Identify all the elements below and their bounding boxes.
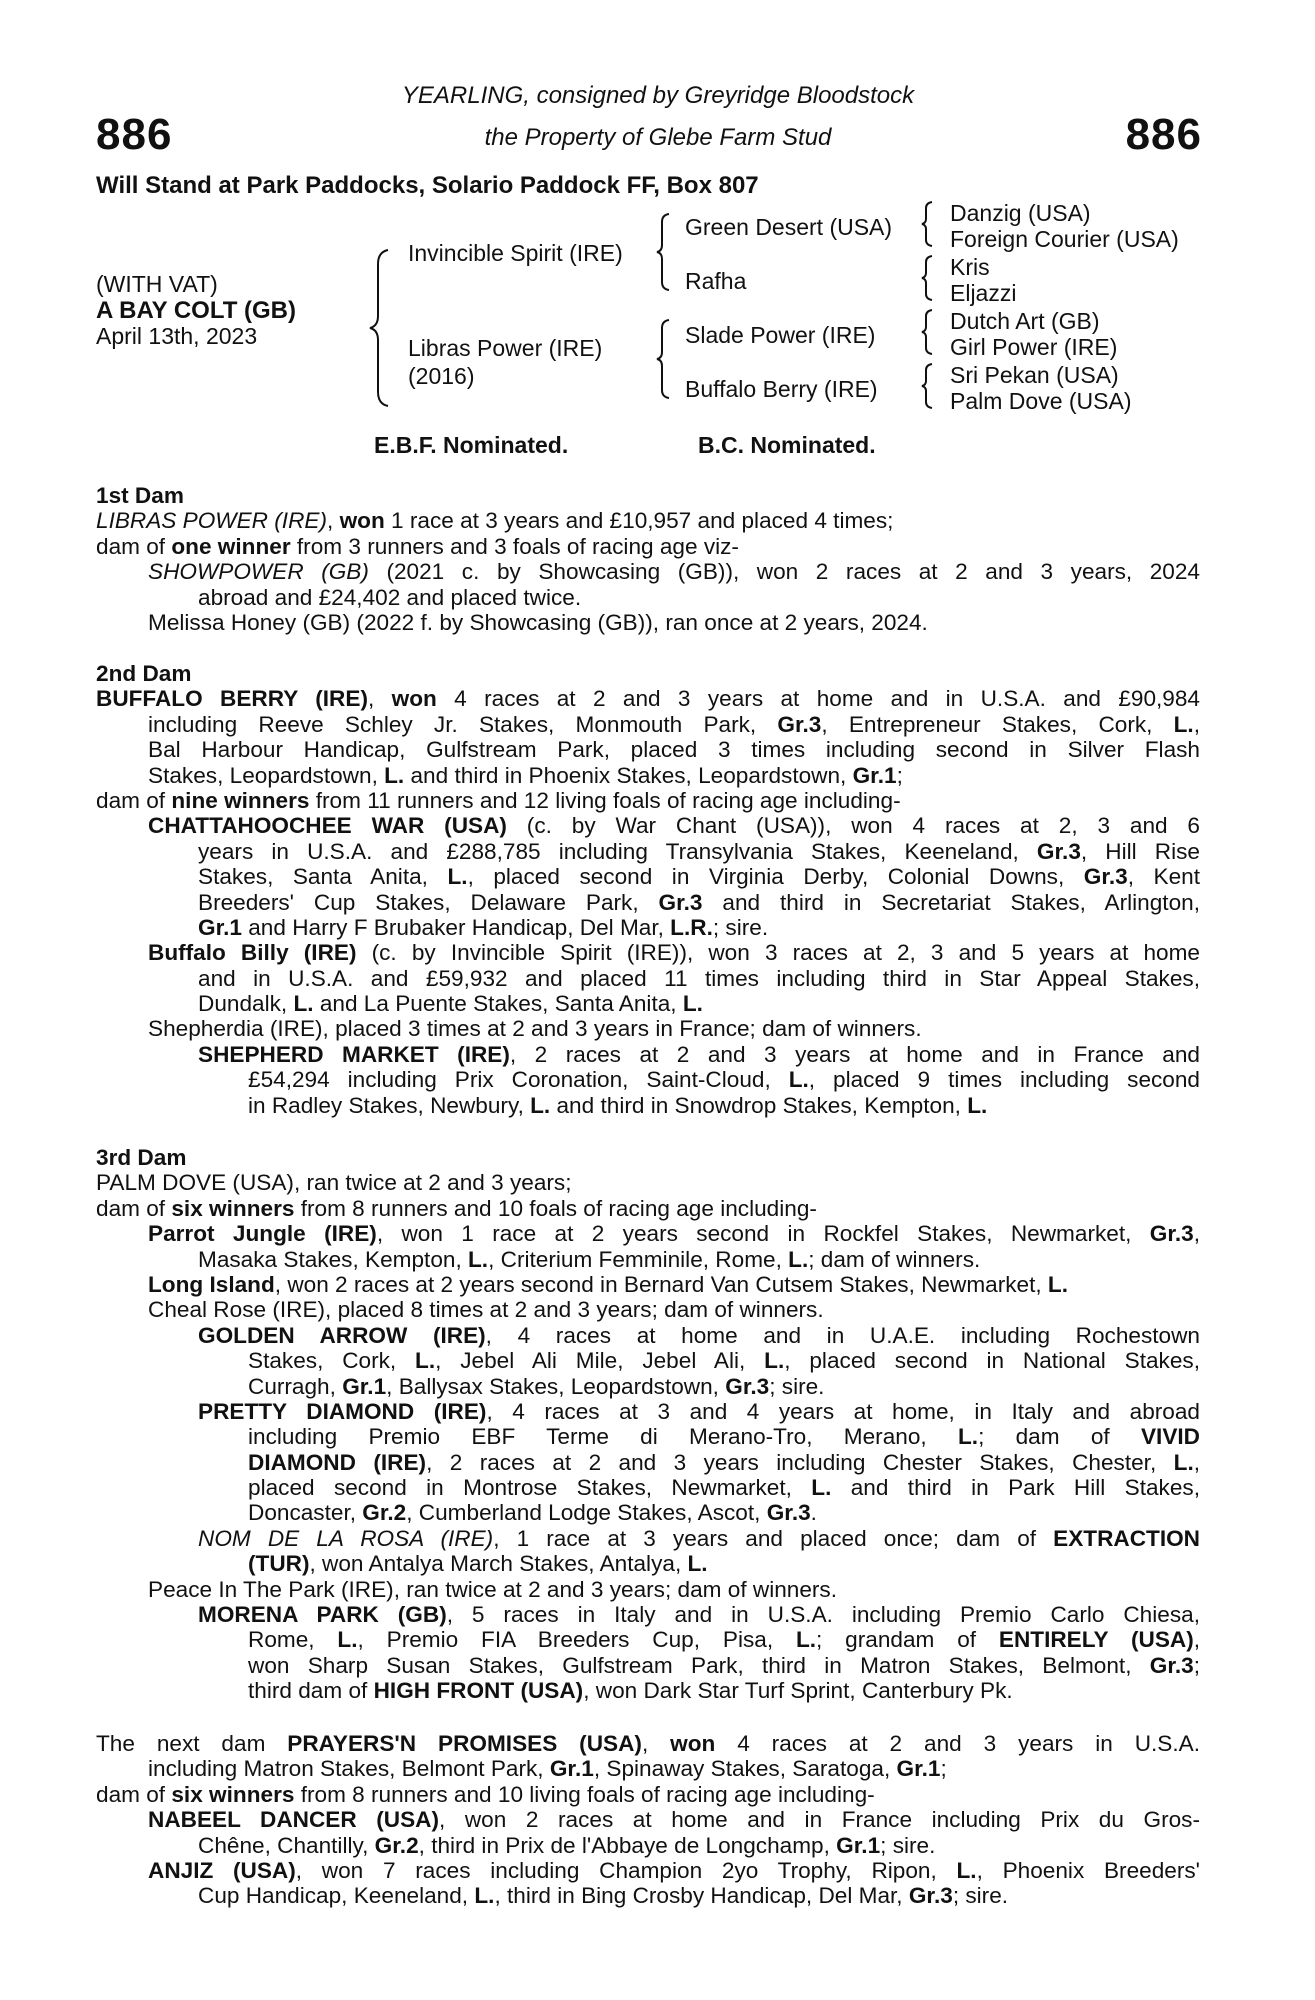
next-dam-section: The next dam PRAYERS'N PROMISES (USA), won 4 races at 2 and 3 years in U.S.A. including Matron Stakes, Belmont Park, Gr.1, Spinaway Stakes, Saratoga, Gr.1; dam of six winners from 8 runners and 10 living foals of racing age including- NABEEL DANCER (USA), won 2 races at home and in France including Prix du Gros- Chêne, Chantilly, Gr.2, third in Prix de l'Abbaye de Longchamp, Gr.1; sire. ANJIZ (USA), won 7 races including Champion 2yo Trophy, Ripon, L., Phoenix Breeders' Cup Handicap, Keeneland, L., third in Bing Crosby Handicap, Del Mar, Gr.3; sire. [96,1731,1200,1909]
pedigree-brace-dam [657,318,677,400]
ebf-nomination: E.B.F. Nominated. [374,432,569,458]
vat-note: (WITH VAT) [96,271,218,297]
section-heading: 3rd Dam [96,1145,187,1170]
pedigree-gg-8: Palm Dove (USA) [950,388,1132,414]
pedigree-brace-ggs-2 [922,254,938,302]
pedigree-dam-year: (2016) [408,363,475,389]
dam-name: LIBRAS POWER (IRE) [96,508,327,534]
pedigree-gg-3: Kris [950,254,990,280]
subject-name: A BAY COLT (GB) [96,297,297,324]
produce-name: Long Island [148,1271,275,1297]
dam-name: PRAYERS'N PROMISES (USA) [287,1731,642,1756]
stand-location: Will Stand at Park Paddocks, Solario Paddock FF, Box 807 [96,172,759,199]
produce-name: NABEEL DANCER (USA) [148,1807,440,1833]
pedigree-gg-2: Foreign Courier (USA) [950,226,1179,252]
produce-name: NOM DE LA ROSA (IRE) [198,1525,494,1551]
second-dam-section: 2nd Dam BUFFALO BERRY (IRE), won 4 races at 2 and 3 years at home and in U.S.A. and £90,984 including Reeve Schley Jr. Stakes, Monmouth Park, Gr.3, Entrepreneur Stakes, Cork, L., Bal Harbour Handicap, Gulfstream Park, placed 3 times including second in Silver Flash Stakes, Leopardstown, L. and third in Phoenix Stakes, Leopardstown, Gr.1; dam of nine winners from 11 runners and 12 living foals of racing age including- CHATTAHOOCHEE WAR (USA) (c. by War Chant (USA)), won 4 races at 2, 3 and 6 years in U.S.A. and £288,785 including Transylvania Stakes, Keeneland, Gr.3, Hill Rise Stakes, Santa Anita, L., placed second in Virginia Derby, Colonial Downs, Gr.3, Kent Breeders' Cup Stakes, Delaware Park, Gr.3 and third in Secretariat Stakes, Arlington, Gr.1 and Harry F Brubaker Handicap, Del Mar, L.R.; sire. Buffalo Billy (IRE) (c. by Invincible Spirit (IRE)), won 3 races at 2, 3 and 5 years at home and in U.S.A. and £59,932 and placed 11 times including third in Star Appeal Stakes, Dundalk, L. and La Puente Stakes, Santa Anita, L. Shepherdia (IRE), placed 3 times at 2 and 3 years in France; dam of winners. SHEPHERD MARKET (IRE), 2 races at 2 and 3 years at home and in France and £54,294 including Prix Coronation, Saint-Cloud, L., placed 9 times including second in Radley Stakes, Newbury, L. and third in Snowdrop Stakes, Kempton, L. [96,661,1200,1118]
pedigree-dam: Libras Power (IRE) [408,335,603,361]
produce-name: Buffalo Billy (IRE) [148,940,357,966]
section-heading: 2nd Dam [96,661,192,686]
pedigree-brace-ggs-1 [922,200,938,248]
pedigree-sire-sire: Green Desert (USA) [685,214,893,240]
lot-number-left: 886 [96,110,173,159]
dam-name: BUFFALO BERRY (IRE) [96,686,368,712]
pedigree-gg-6: Girl Power (IRE) [950,334,1118,360]
pedigree-sire-dam: Rafha [685,268,747,294]
section-heading: 1st Dam [96,483,184,508]
pedigree-sire: Invincible Spirit (IRE) [408,240,623,266]
pedigree-gg-5: Dutch Art (GB) [950,308,1100,334]
first-dam-section: 1st Dam LIBRAS POWER (IRE), won 1 race at 3 years and £10,957 and placed 4 times; dam of one winner from 3 runners and 3 foals of racing age viz- SHOWPOWER (GB) (2021 c. by Showcasing (GB)), won 2 races at 2 and 3 years, 2024 abroad and £24,402 and placed twice. Melissa Honey (GB) (2022 f. by Showcasing (GB)), ran once at 2 years, 2024. [96,483,1200,635]
header-line-2: the Property of Glebe Farm Stud [484,124,832,151]
pedigree-brace-ggs-4 [922,362,938,410]
produce-name: SHEPHERD MARKET (IRE) [198,1041,510,1067]
subject-dob: April 13th, 2023 [96,323,258,349]
produce-name: MORENA PARK (GB) [198,1602,447,1628]
produce-name: Parrot Jungle (IRE) [148,1221,377,1247]
pedigree-dam-dam: Buffalo Berry (IRE) [685,376,878,402]
pedigree-gg-7: Sri Pekan (USA) [950,362,1119,388]
bc-nomination: B.C. Nominated. [698,432,876,458]
pedigree-brace-main [370,248,400,408]
dam-name: PALM DOVE (USA), ran twice at 2 and 3 years; [96,1170,572,1196]
produce-name: SHOWPOWER (GB) [148,559,369,585]
pedigree-brace-sire [657,212,677,292]
third-dam-section: 3rd Dam PALM DOVE (USA), ran twice at 2 and 3 years; dam of six winners from 8 runners and 10 foals of racing age including- Parrot Jungle (IRE), won 1 race at 2 years second in Rockfel Stakes, Newmarket, Gr.3, Masaka Stakes, Kempton, L., Criterium Femminile, Rome, L.; dam of winners. Long Island, won 2 races at 2 years second in Bernard Van Cutsem Stakes, Newmarket, L. Cheal Rose (IRE), placed 8 times at 2 and 3 years; dam of winners. GOLDEN ARROW (IRE), 4 races at home and in U.A.E. including Rochestown Stakes, Cork, L., Jebel Ali Mile, Jebel Ali, L., placed second in National Stakes, Curragh, Gr.1, Ballysax Stakes, Leopardstown, Gr.3; sire. PRETTY DIAMOND (IRE), 4 races at 3 and 4 years at home, in Italy and abroad including Premio EBF Terme di Merano-Tro, Merano, L.; dam of VIVID DIAMOND (IRE), 2 races at 2 and 3 years including Chester Stakes, Chester, L., placed second in Montrose Stakes, Newmarket, L. and third in Park Hill Stakes, Doncaster, Gr.2, Cumberland Lodge Stakes, Ascot, Gr.3. NOM DE LA ROSA (IRE), 1 race at 3 years and placed once; dam of EXTRACTION (TUR), won Antalya March Stakes, Antalya, L. Peace In The Park (IRE), ran twice at 2 and 3 years; dam of winners. MORENA PARK (GB), 5 races in Italy and in U.S.A. including Premio Carlo Chiesa, Rome, L., Premio FIA Breeders Cup, Pisa, L.; grandam of ENTIRELY (USA), won Sharp Susan Stakes, Gulfstream Park, third in Matron Stakes, Belmont, Gr.3; third dam of HIGH FRONT (USA), won Dark Star Turf Sprint, Canterbury Pk. [96,1145,1200,1704]
header-line-1: YEARLING, consigned by Greyridge Bloodstock [401,82,915,109]
lot-number-right: 886 [1125,110,1202,159]
produce-name: GOLDEN ARROW (IRE) [198,1322,486,1348]
produce-name: PRETTY DIAMOND (IRE) [198,1398,487,1424]
pedigree-gg-1: Danzig (USA) [950,200,1091,226]
pedigree-dam-sire: Slade Power (IRE) [685,322,876,348]
pedigree-brace-ggs-3 [922,308,938,356]
produce-name: ANJIZ (USA) [148,1857,296,1883]
produce-name: CHATTAHOOCHEE WAR (USA) [148,813,507,839]
pedigree-gg-4: Eljazzi [950,280,1017,306]
